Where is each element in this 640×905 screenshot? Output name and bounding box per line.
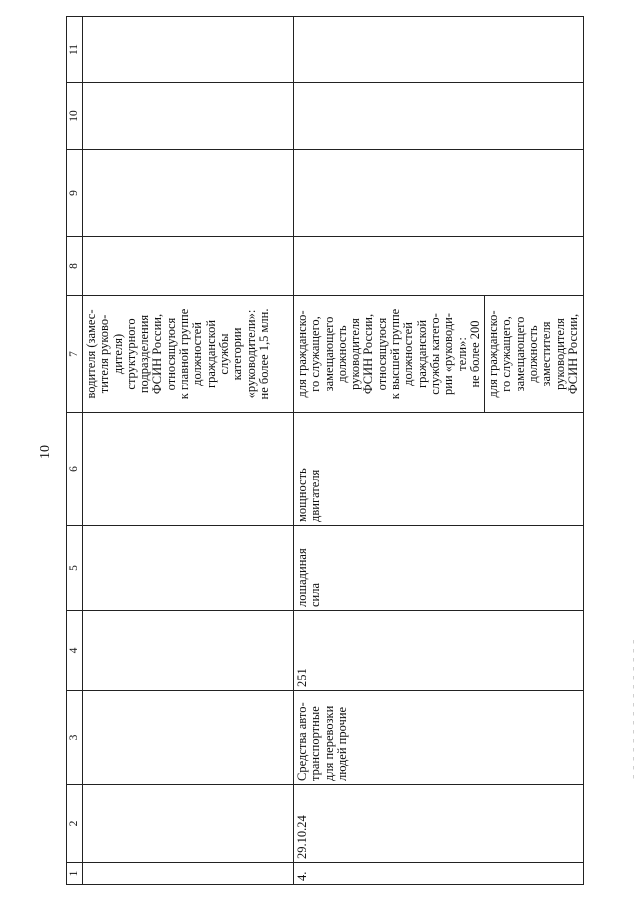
position-limit-text: водителя (замес- тителя руково- дителя) структурного подразделения ФСИН России, относящуюся к главной группе должностей гражданской службы категории «руководители»: не более 1,5 млн. <box>84 308 271 400</box>
position-limit-text: для гражданско- го служащего, замещающего должность заместителя руководителя ФСИН России, <box>484 296 583 412</box>
item-name: Средства авто- транспортные для перевозки людей прочие <box>294 691 584 785</box>
col-number: 4 <box>67 611 83 691</box>
position-limit-text: для гражданско- го служащего, замещающего должность руководителя ФСИН России, относящуюся к высшей группе должностей гражданской службы катего- рии «руководи- тели»: не более 200 <box>295 308 482 400</box>
table-cell <box>83 150 294 237</box>
col-number: 3 <box>67 691 83 785</box>
table-row <box>83 17 294 885</box>
table-cell <box>294 296 584 413</box>
table-cell <box>294 237 584 296</box>
table-cell <box>83 611 294 691</box>
table-cell <box>83 17 294 83</box>
col-number: 1 <box>67 863 83 885</box>
col-number: 9 <box>67 150 83 237</box>
table-cell <box>83 83 294 150</box>
table-cell <box>83 413 294 526</box>
rotated-table-container <box>66 17 584 885</box>
table-row <box>294 17 584 885</box>
okpd-code: 29.10.24 <box>294 785 584 863</box>
table-cell <box>294 150 584 237</box>
table-cell <box>83 691 294 785</box>
table-cell <box>83 863 294 885</box>
scan-artifact-dots <box>633 640 636 780</box>
col-number: 8 <box>67 237 83 296</box>
row-number: 4. <box>294 863 584 885</box>
table-cell <box>83 237 294 296</box>
col-number: 2 <box>67 785 83 863</box>
col-number: 11 <box>67 17 83 83</box>
col-number: 5 <box>67 526 83 611</box>
vehicle-norms-table <box>66 16 584 885</box>
col-number: 7 <box>67 296 83 413</box>
col-number: 10 <box>67 83 83 150</box>
table-cell <box>294 83 584 150</box>
col-number: 6 <box>67 413 83 526</box>
table-cell <box>83 296 294 413</box>
table-cell <box>83 526 294 611</box>
table-cell <box>83 785 294 863</box>
characteristic-name: мощность двигателя <box>294 413 584 526</box>
page-number: 10 <box>38 445 53 459</box>
table-cell <box>294 17 584 83</box>
unit-name: лошадиная сила <box>294 526 584 611</box>
column-number-row <box>67 17 83 885</box>
okei-code: 251 <box>294 611 584 691</box>
